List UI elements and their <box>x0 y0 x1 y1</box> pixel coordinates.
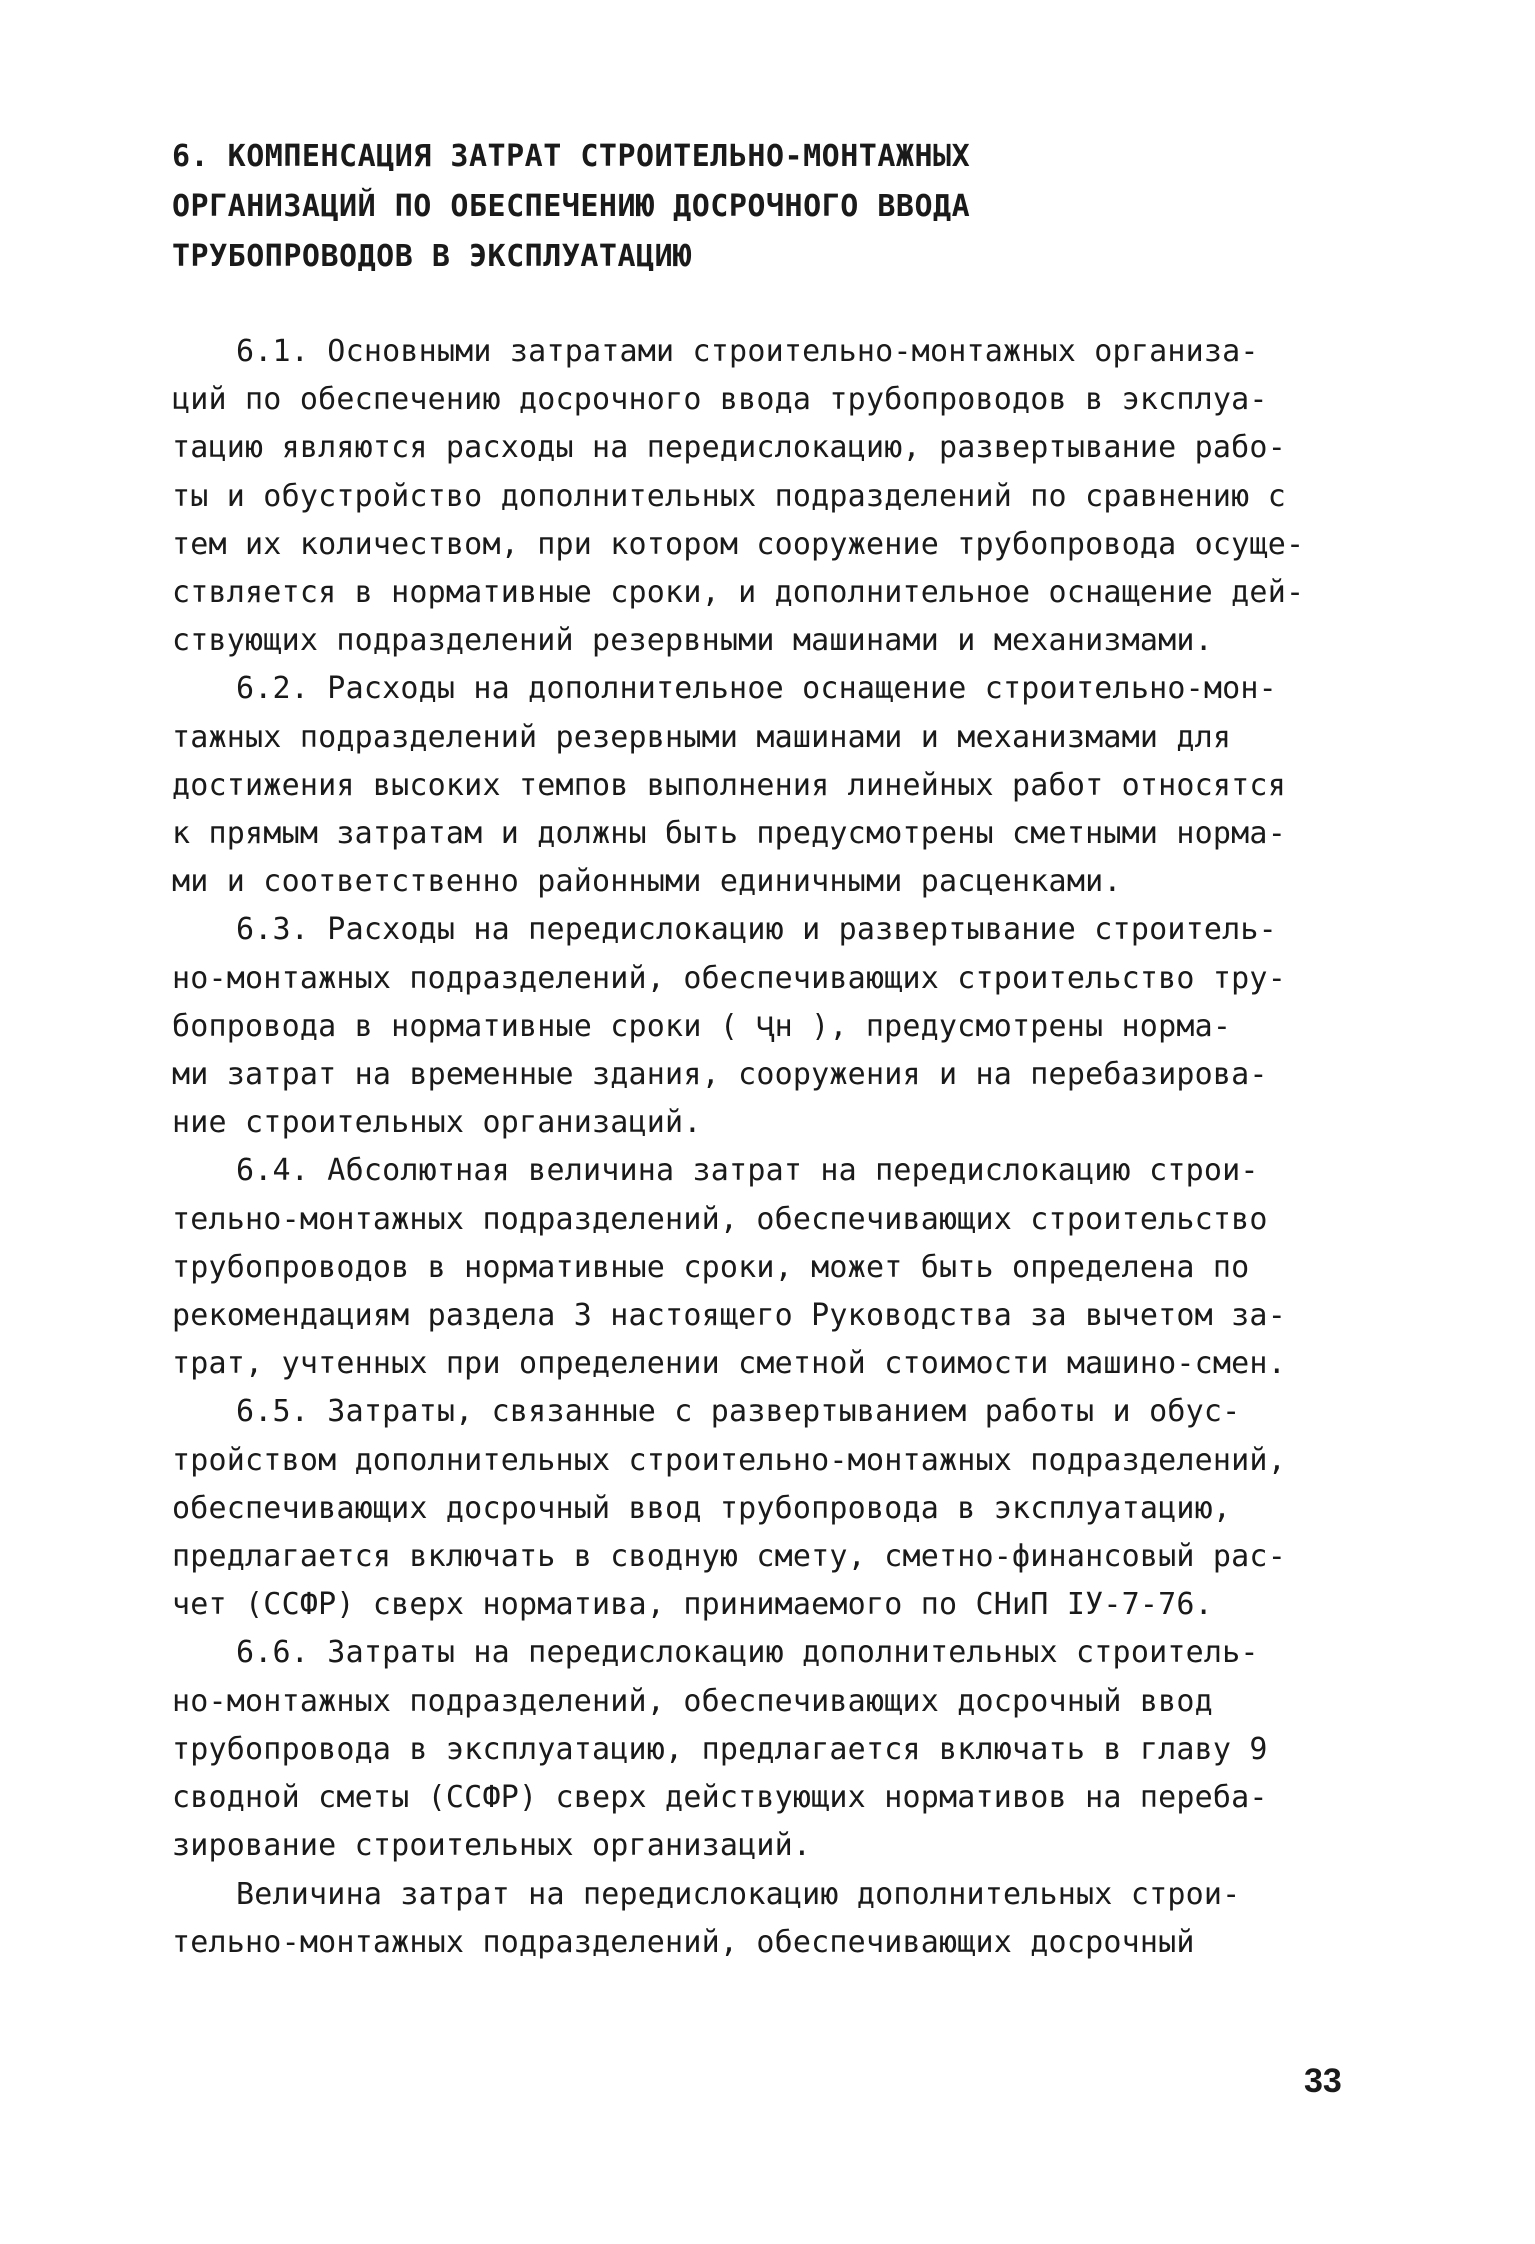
heading-line: 6. КОМПЕНСАЦИЯ ЗАТРАТ СТРОИТЕЛЬНО-МОНТАЖНЫХ <box>172 139 971 174</box>
text-line: тем их количеством, при котором сооружение трубопровода осуще- <box>172 526 1305 562</box>
text-line: Величина затрат на передислокацию дополнительных строи- <box>236 1876 1241 1912</box>
text-line: тельно-монтажных подразделений, обеспечивающих строительство <box>172 1201 1268 1237</box>
text-line: ние строительных организаций. <box>172 1105 702 1141</box>
paragraph-6-2 <box>172 665 1412 906</box>
text-line: но-монтажных подразделений, обеспечивающих досрочный ввод <box>172 1683 1213 1719</box>
text-line: 6.4. Абсолютная величина затрат на передислокацию строи- <box>236 1153 1259 1189</box>
text-line: трат, учтенных при определении сметной стоимости машино-смен. <box>172 1346 1286 1382</box>
text-line: тацию являются расходы на передислокацию, развертывание рабо- <box>172 430 1286 466</box>
text-line: ми и соответственно районными единичными расценками. <box>172 864 1122 900</box>
paragraph-6-4 <box>172 1147 1412 1388</box>
text-line: к прямым затратам и должны быть предусмотрены сметными норма- <box>172 816 1286 852</box>
text-line: ствляется в нормативные сроки, и дополнительное оснащение дей- <box>172 575 1305 611</box>
text-line: бопровода в нормативные сроки ( Ҷн ), предусмотрены норма- <box>172 1008 1232 1044</box>
text-line: обеспечивающих досрочный ввод трубопровода в эксплуатацию, <box>172 1490 1232 1526</box>
text-line: тельно-монтажных подразделений, обеспечивающих досрочный <box>172 1924 1195 1960</box>
text-line: достижения высоких темпов выполнения линейных работ относятся <box>172 767 1286 803</box>
section-heading <box>172 132 1372 282</box>
body-text <box>172 328 1412 1967</box>
text-line: но-монтажных подразделений, обеспечивающих строительство тру- <box>172 960 1286 996</box>
text-line: зирование строительных организаций. <box>172 1828 812 1864</box>
paragraph-6-1 <box>172 328 1412 665</box>
text-line: 6.1. Основными затратами строительно-монтажных организа- <box>236 334 1259 369</box>
text-line: предлагается включать в сводную смету, сметно-финансовый рас- <box>172 1539 1286 1575</box>
text-line: трубопроводов в нормативные сроки, может быть определена по <box>172 1249 1250 1285</box>
text-line: ты и обустройство дополнительных подразделений по сравнению с <box>172 478 1286 514</box>
paragraph-6-3 <box>172 906 1412 1147</box>
text-line: 6.6. Затраты на передислокацию дополнительных строитель- <box>236 1635 1259 1671</box>
text-line: 6.2. Расходы на дополнительное оснащение строительно-мон- <box>236 671 1277 707</box>
text-line: чет (ССФР) сверх норматива, принимаемого по СНиП IУ-7-76. <box>172 1587 1213 1623</box>
text-line: 6.5. Затраты, связанные с развертыванием работы и обус- <box>236 1394 1241 1430</box>
text-line: ций по обеспечению досрочного ввода трубопроводов в эксплуа- <box>172 382 1268 418</box>
text-line: тройством дополнительных строительно-монтажных подразделений, <box>172 1442 1286 1478</box>
paragraph-6-5 <box>172 1388 1412 1629</box>
text-line: 6.3. Расходы на передислокацию и развертывание строитель- <box>236 912 1277 948</box>
text-line: тажных подразделений резервными машинами и механизмами для <box>172 719 1232 755</box>
text-line: ми затрат на временные здания, сооружения и на перебазирова- <box>172 1057 1268 1093</box>
page-number: 33 <box>1304 2062 1342 2100</box>
paragraph-6-6 <box>172 1629 1412 1870</box>
text-line: ствующих подразделений резервными машинами и механизмами. <box>172 623 1213 659</box>
heading-line: ТРУБОПРОВОДОВ В ЭКСПЛУАТАЦИЮ <box>172 239 692 274</box>
text-line: сводной сметы (ССФР) сверх действующих нормативов на переба- <box>172 1780 1268 1816</box>
paragraph-cost-amount <box>172 1871 1412 1967</box>
heading-line: ОРГАНИЗАЦИЙ ПО ОБЕСПЕЧЕНИЮ ДОСРОЧНОГО ВВОДА <box>172 189 971 224</box>
text-line: трубопровода в эксплуатацию, предлагается включать в главу 9 <box>172 1731 1268 1767</box>
text-line: рекомендациям раздела 3 настоящего Руководства за вычетом за- <box>172 1298 1286 1334</box>
